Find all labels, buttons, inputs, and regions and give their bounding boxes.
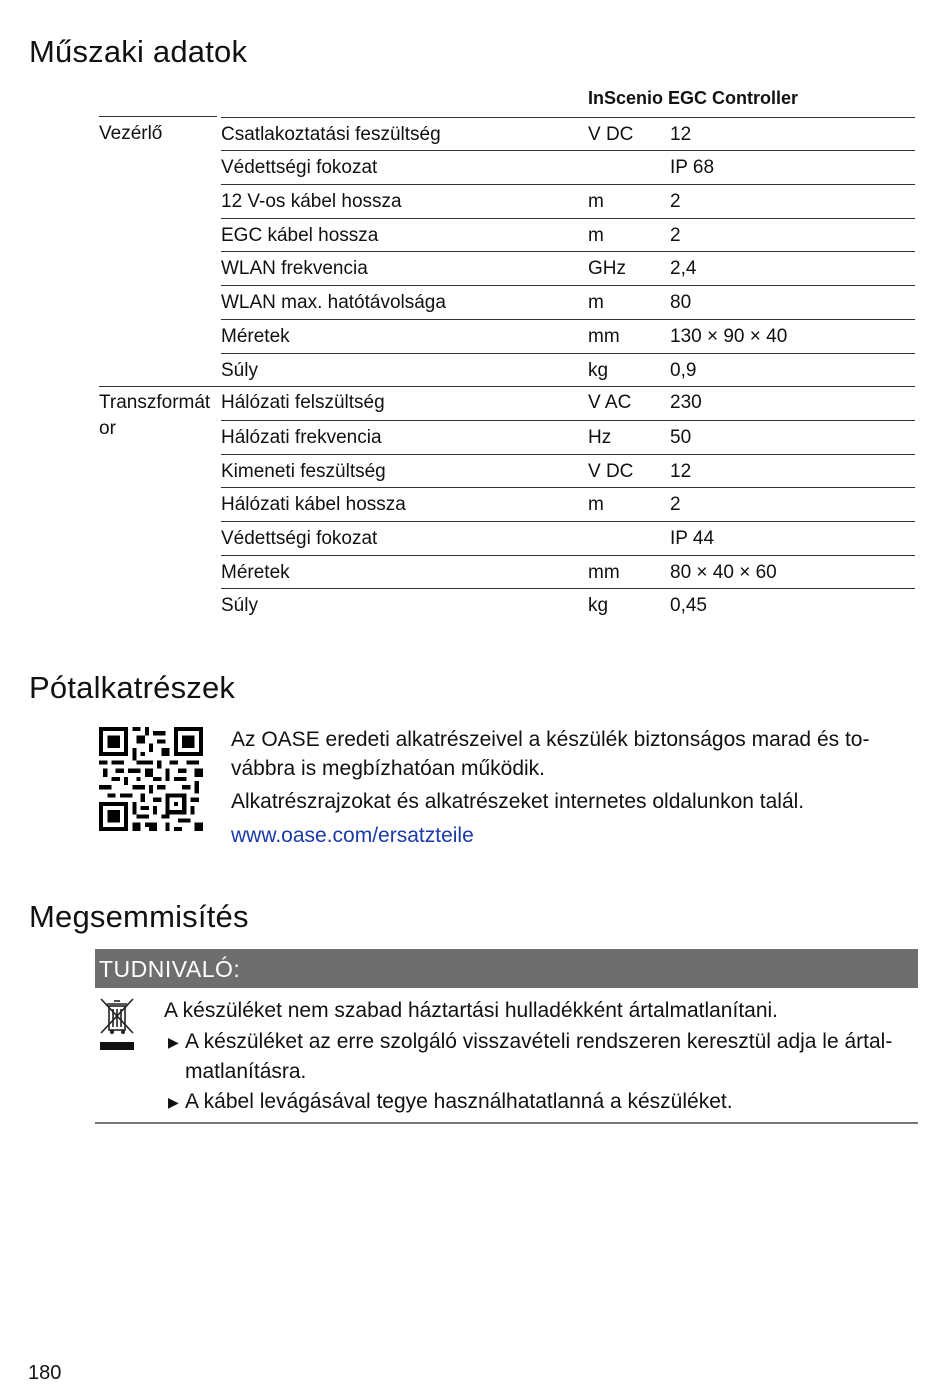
spec-row (221, 386, 915, 419)
bullet-triangle-icon: ▶ (168, 1094, 179, 1110)
spec-row (221, 487, 915, 521)
spec-value: 80 (670, 292, 692, 313)
spec-row (221, 353, 915, 387)
spec-column-header: InScenio EGC Controller (588, 88, 799, 108)
spec-group-label: Vezérlő (99, 123, 163, 144)
bullet-triangle-icon: ▶ (168, 1034, 179, 1050)
spec-param: Hálózati kábel hossza (221, 494, 406, 515)
spec-param: Védettségi fokozat (221, 528, 378, 549)
spec-value: 0,45 (670, 595, 707, 616)
crossed-out-bin-icon (98, 996, 136, 1054)
spec-unit: GHz (588, 258, 626, 279)
spec-param: Védettségi fokozat (221, 157, 378, 178)
spec-unit: Hz (588, 427, 612, 448)
spec-row (221, 150, 915, 184)
spec-value: 12 (670, 124, 692, 145)
spec-unit: m (588, 292, 604, 313)
spec-value: 0,9 (670, 360, 697, 381)
spec-unit: V DC (588, 461, 634, 482)
spec-unit: m (588, 494, 604, 515)
spec-unit: V AC (588, 392, 632, 413)
spec-row (221, 555, 915, 589)
section-title-disposal: Megsemmisítés (29, 899, 249, 934)
section-title-technical-data: Műszaki adatok (29, 34, 248, 69)
spec-unit: kg (588, 360, 609, 381)
spec-param: Súly (221, 595, 258, 616)
spec-value: IP 44 (670, 528, 715, 549)
spec-unit: V DC (588, 124, 634, 145)
spec-param: EGC kábel hossza (221, 225, 379, 246)
spec-row (221, 218, 915, 252)
spec-param: Hálózati felszültség (221, 392, 385, 413)
spec-row (221, 420, 915, 454)
notice-text: A készüléket nem szabad háztartási hulladékként ártalmatlanítani. (164, 999, 779, 1022)
spec-param: WLAN frekvencia (221, 258, 368, 279)
spec-value: 130 × 90 × 40 (670, 326, 788, 347)
spec-param: 12 V-os kábel hossza (221, 191, 402, 212)
spec-row (221, 184, 915, 218)
spec-value: 12 (670, 461, 692, 482)
spec-value: 2,4 (670, 258, 697, 279)
spec-unit: m (588, 191, 604, 212)
spare-parts-paragraph: Alkatrészrajzokat és alkatrészeket internetes oldalunkon talál. (231, 790, 805, 813)
spec-group-label: Transzformát or (99, 392, 211, 439)
page-number: 180 (28, 1362, 62, 1384)
spec-row (221, 117, 915, 151)
spec-param: WLAN max. hatótávolsága (221, 292, 446, 313)
spec-row (221, 319, 915, 353)
spec-unit: mm (588, 562, 620, 583)
notice-bullet-text: A készüléket az erre szolgáló visszavételi rendszeren keresztül adja le ártal-matlanításra. (185, 1030, 893, 1083)
spec-value: 230 (670, 392, 702, 413)
spec-row (221, 251, 915, 285)
spec-param: Hálózati frekvencia (221, 427, 382, 448)
spec-param: Kimeneti feszültség (221, 461, 386, 482)
spec-param: Méretek (221, 326, 290, 347)
spec-value: 2 (670, 225, 681, 246)
spec-value: 50 (670, 427, 692, 448)
spec-row (221, 454, 915, 488)
spec-unit: m (588, 225, 604, 246)
spec-row (221, 285, 915, 319)
notice-bottom-rule (95, 1122, 918, 1124)
spec-value: 2 (670, 494, 681, 515)
spec-unit: kg (588, 595, 609, 616)
notice-bullet-text: A kábel levágásával tegye használhatatlanná a készüléket. (185, 1090, 733, 1113)
spec-value: IP 68 (670, 157, 715, 178)
spec-row (221, 521, 915, 555)
spec-param: Csatlakoztatási feszültség (221, 124, 441, 145)
spare-parts-paragraph: Az OASE eredeti alkatrészeivel a készülék biztonságos marad és to-vábbra is megbízhatóan működik. (231, 728, 870, 780)
spec-unit: mm (588, 326, 620, 347)
spec-row (221, 588, 915, 622)
spec-param: Súly (221, 360, 258, 381)
spec-value: 2 (670, 191, 681, 212)
spec-param: Méretek (221, 562, 290, 583)
spare-parts-link[interactable]: www.oase.com/ersatzteile (231, 824, 474, 847)
spec-value: 80 × 40 × 60 (670, 562, 777, 583)
notice-heading: TUDNIVALÓ: (95, 949, 918, 988)
qr-code-icon (99, 727, 203, 831)
header-divider (99, 116, 217, 117)
section-title-spare-parts: Pótalkatrészek (29, 670, 236, 705)
